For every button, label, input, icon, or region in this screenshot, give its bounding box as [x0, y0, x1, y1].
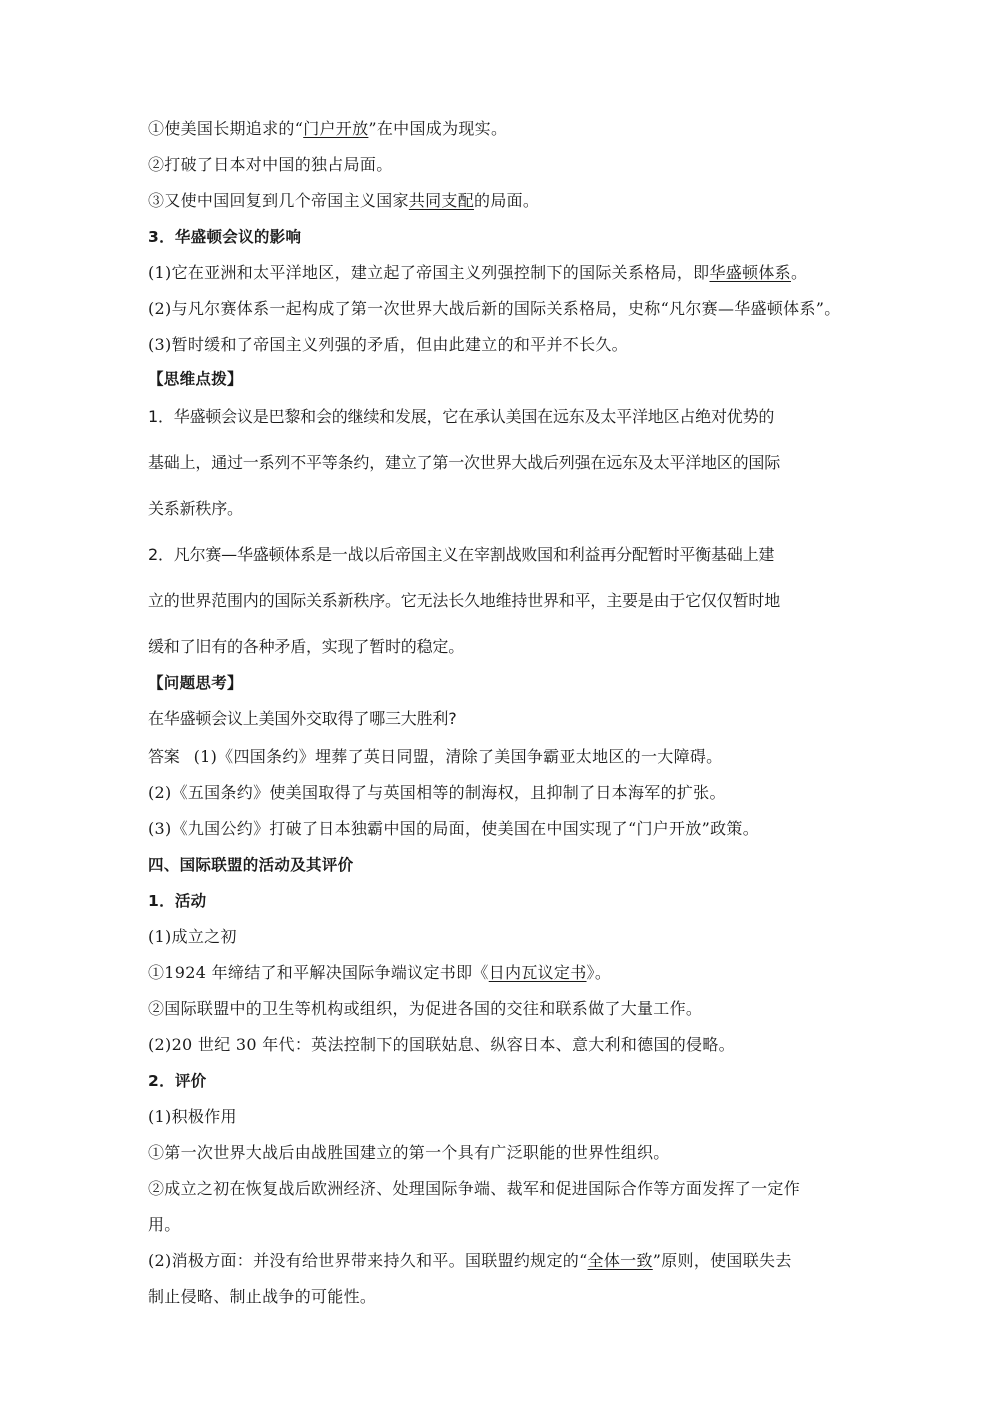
tip-line: 1．华盛顿会议是巴黎和会的继续和发展，它在承认美国在远东及太平洋地区占绝对优势的	[148, 407, 775, 426]
underlined-keyword: 日内瓦议定书	[488, 963, 587, 982]
tip-line: 立的世界范围内的国际关系新秩序。它无法长久地维持世界和平，主要是由于它仅仅暂时地	[148, 591, 781, 610]
underlined-keyword: 华盛顿体系	[709, 263, 791, 282]
text: 。	[790, 263, 808, 282]
answer-line: (2)《五国条约》使美国取得了与英国相等的制海权，且抑制了日本海军的扩张。	[148, 783, 726, 802]
paragraph-line	[148, 118, 507, 140]
section-heading: 3．华盛顿会议的影响	[148, 228, 302, 246]
text: 的局面。	[474, 191, 540, 210]
paragraph-line: ①第一次世界大战后由战胜国建立的第一个具有广泛职能的世界性组织。	[148, 1143, 670, 1162]
text: ③又使中国回复到几个帝国主义国家	[148, 191, 409, 210]
answer-label: 答案	[148, 747, 180, 766]
paragraph-line	[148, 1250, 792, 1272]
text: (1)它在亚洲和太平洋地区，建立起了帝国主义列强控制下的国际关系格局，即	[148, 263, 710, 282]
text: (1)《四国条约》埋葬了英日同盟，清除了美国争霸亚太地区的一大障碍。	[193, 747, 723, 766]
text: 》。	[586, 963, 612, 982]
paragraph-line: (2)与凡尔赛体系一起构成了第一次世界大战后新的国际关系格局，史称“凡尔赛—华盛顿体系”。	[148, 299, 841, 318]
question-text: 在华盛顿会议上美国外交取得了哪三大胜利?	[148, 709, 457, 728]
paragraph-line	[148, 962, 611, 984]
question-heading: 【问题思考】	[148, 674, 243, 692]
tip-line: 2．凡尔赛—华盛顿体系是一战以后帝国主义在宰割战败国和利益再分配暂时平衡基础上建	[148, 545, 775, 564]
paragraph-line	[148, 154, 393, 176]
answer-line	[148, 746, 722, 768]
paragraph-line: 制止侵略、制止战争的可能性。	[148, 1287, 377, 1306]
paragraph-line: 用。	[148, 1215, 181, 1234]
paragraph-line: ②成立之初在恢复战后欧洲经济、处理国际争端、裁军和促进国际合作等方面发挥了一定作	[148, 1179, 801, 1198]
tip-line: 缓和了旧有的各种矛盾，实现了暂时的稳定。	[148, 637, 465, 656]
paragraph-line: ②国际联盟中的卫生等机构或组织，为促进各国的交往和联系做了大量工作。	[148, 999, 703, 1018]
underlined-keyword: 全体一致	[587, 1251, 653, 1270]
paragraph-line: (3)暂时缓和了帝国主义列强的矛盾，但由此建立的和平并不长久。	[148, 335, 628, 354]
underlined-keyword: 共同支配	[408, 191, 475, 210]
text: ①使美国长期追求的“	[148, 119, 304, 138]
tip-line: 基础上，通过一系列不平等条约，建立了第一次世界大战后列强在远东及太平洋地区的国际	[148, 453, 781, 472]
answer-line: (3)《九国公约》打破了日本独霸中国的局面，使美国在中国实现了“门户开放”政策。	[148, 819, 760, 838]
subsection-heading: 2．评价	[148, 1072, 207, 1090]
paragraph-line: (2)20 世纪 30 年代：英法控制下的国联姑息、纵容日本、意大利和德国的侵略。	[148, 1035, 735, 1054]
text: ”原则，使国联失去	[652, 1251, 792, 1270]
thinking-tips-heading: 【思维点拨】	[148, 370, 243, 388]
text: ”在中国成为现实。	[368, 119, 508, 138]
text: (2)消极方面：并没有给世界带来持久和平。国联盟约规定的“	[148, 1251, 588, 1270]
text: ①1924 年缔结了和平解决国际争端议定书即《	[148, 963, 489, 982]
section-heading: 四、国际联盟的活动及其评价	[148, 856, 354, 874]
paragraph-line: (1)积极作用	[148, 1107, 237, 1126]
paragraph-line	[148, 262, 807, 284]
subsection-heading: 1．活动	[148, 892, 207, 910]
tip-line: 关系新秩序。	[148, 499, 243, 518]
text: ②打破了日本对中国的独占局面。	[148, 155, 393, 174]
paragraph-line	[148, 190, 539, 212]
paragraph-line: (1)成立之初	[148, 927, 237, 946]
underlined-keyword: 门户开放	[303, 119, 369, 138]
